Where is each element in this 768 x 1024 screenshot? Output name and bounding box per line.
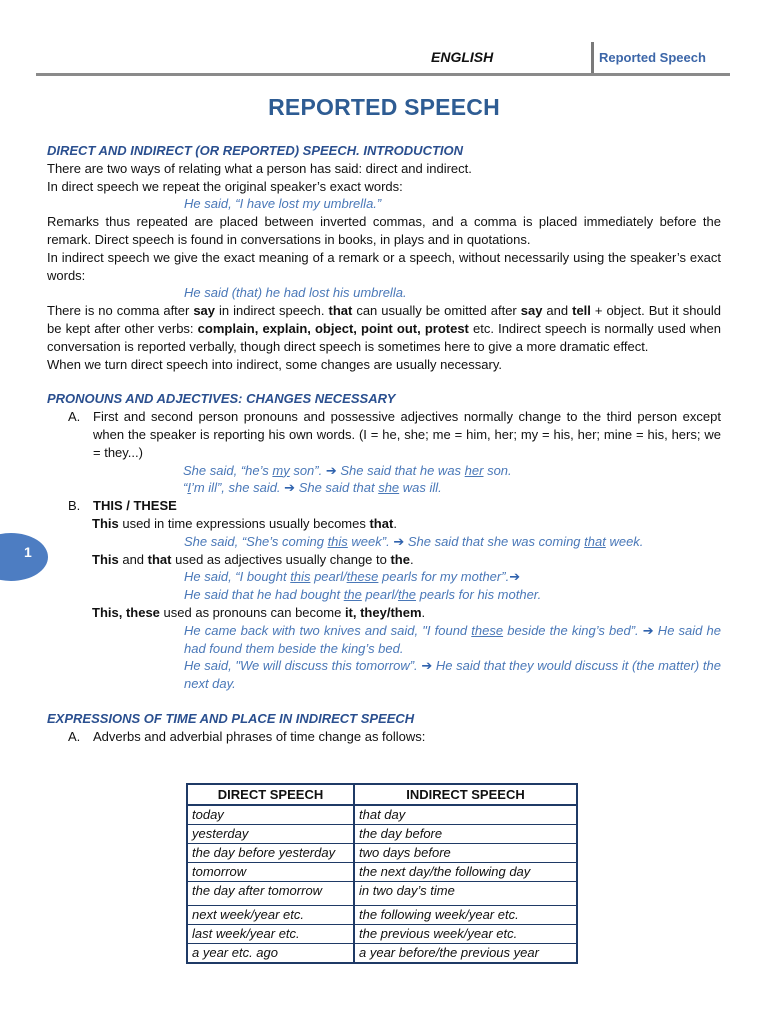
table-cell: next week/year etc. bbox=[187, 906, 354, 925]
section-heading-intro: DIRECT AND INDIRECT (OR REPORTED) SPEECH. INTRODUCTION bbox=[47, 143, 464, 158]
table-cell: two days before bbox=[354, 844, 577, 863]
rule-line: This used in time expressions usually becomes that. bbox=[92, 515, 397, 531]
example-line: She said, “She’s coming this week”. ➔ She said that she was coming that week. bbox=[184, 533, 644, 549]
table-cell: today bbox=[187, 805, 354, 825]
table-cell: that day bbox=[354, 805, 577, 825]
table-row bbox=[187, 944, 577, 964]
arrow-right-icon: ➔ bbox=[393, 533, 405, 549]
arrow-right-icon: ➔ bbox=[642, 622, 654, 638]
table-cell: the day before bbox=[354, 825, 577, 844]
table-row bbox=[187, 882, 577, 906]
table-row bbox=[187, 906, 577, 925]
header-rule bbox=[36, 73, 730, 76]
arrow-right-icon: ➔ bbox=[284, 480, 296, 496]
intro-paragraph-3: Remarks thus repeated are placed between inverted commas, and a comma is placed immediately before the remark. Direct speech is found in conversations in books, in plays and in quotations. bbox=[47, 214, 721, 247]
intro-paragraph-4: In indirect speech we give the exact meaning of a remark or a speech, without necessarily using the speaker’s exact words: bbox=[47, 249, 721, 283]
table-row bbox=[187, 925, 577, 944]
table-cell: tomorrow bbox=[187, 863, 354, 882]
table-row bbox=[187, 805, 577, 825]
list-item-a: A. Adverbs and adverbial phrases of time change as follows: bbox=[68, 728, 426, 744]
table-cell: the next day/the following day bbox=[354, 863, 577, 882]
rule-line: This, these used as pronouns can become it, they/them. bbox=[92, 604, 426, 620]
table-cell: the following week/year etc. bbox=[354, 906, 577, 925]
table-cell: a year etc. ago bbox=[187, 944, 354, 964]
arrow-right-icon: ➔ bbox=[509, 569, 521, 585]
page-title: REPORTED SPEECH bbox=[268, 94, 500, 120]
example-indirect: He said (that) he had lost his umbrella. bbox=[184, 285, 407, 301]
intro-paragraph-5: There is no comma after say in indirect speech. that can usually be omitted after say and tell + object. But it should be kept after other verbs: complain, explain, object, point out, protest etc. Indirect speech is normally used when conversation is reported verbally, though direct speech is sometimes here to give a more dramatic effect. bbox=[47, 303, 722, 354]
example-direct: He said, “I have lost my umbrella.” bbox=[184, 196, 382, 212]
example-line: He said that he had bought the pearl/the pearls for his mother. bbox=[184, 587, 542, 603]
list-item-a: A. First and second person pronouns and possessive adjectives normally change to the third person except when the speaker is reporting his own words. (I = he, she; me = him, her; my = his, her; mine = his, hers; we = they...) bbox=[68, 409, 721, 460]
table-cell: a year before/the previous year bbox=[354, 944, 577, 964]
example-line: “I’m ill”, she said. ➔ She said that she was ill. bbox=[183, 480, 442, 496]
arrow-right-icon: ➔ bbox=[421, 658, 433, 674]
header-subject: ENGLISH bbox=[431, 49, 494, 65]
column-header-indirect: INDIRECT SPEECH bbox=[354, 784, 577, 805]
table-cell: yesterday bbox=[187, 825, 354, 844]
intro-paragraph-2: In direct speech we repeat the original speaker’s exact words: bbox=[47, 178, 403, 194]
example-line: She said, “he’s my son”. ➔ She said that he was her son. bbox=[183, 462, 512, 478]
example-line: He came back with two knives and said, "I found these beside the king’s bed”. ➔ He said he had found them beside the king’s bed. bbox=[184, 622, 721, 656]
example-line: He said, "We will discuss this tomorrow”. ➔ He said that they would discuss it (the matter) the next day. bbox=[184, 658, 721, 692]
arrow-right-icon: ➔ bbox=[325, 462, 337, 478]
header-topic: Reported Speech bbox=[599, 50, 706, 65]
example-line: He said, “I bought this pearl/these pearls for my mother”.➔ bbox=[184, 569, 521, 585]
page-number: 1 bbox=[24, 544, 32, 560]
table-cell: in two day’s time bbox=[354, 882, 577, 906]
intro-paragraph-6: When we turn direct speech into indirect, some changes are usually necessary. bbox=[47, 356, 502, 372]
table-cell: last week/year etc. bbox=[187, 925, 354, 944]
document-body bbox=[47, 142, 721, 746]
section-heading-time-place: EXPRESSIONS OF TIME AND PLACE IN INDIRECT SPEECH bbox=[47, 710, 415, 726]
rule-line: This and that used as adjectives usually change to the. bbox=[92, 551, 414, 567]
table-cell: the previous week/year etc. bbox=[354, 925, 577, 944]
table-row bbox=[187, 825, 577, 844]
page-number-badge bbox=[0, 533, 48, 581]
list-item-b: B. THIS / THESE bbox=[68, 498, 177, 514]
intro-paragraph-1: There are two ways of relating what a person has said: direct and indirect. bbox=[47, 160, 472, 176]
column-header-direct: DIRECT SPEECH bbox=[187, 784, 354, 805]
table-row bbox=[187, 863, 577, 882]
table-row bbox=[187, 844, 577, 863]
header-divider bbox=[591, 42, 594, 76]
time-expressions-table bbox=[186, 783, 578, 964]
table-cell: the day after tomorrow bbox=[187, 882, 354, 906]
table-cell: the day before yesterday bbox=[187, 844, 354, 863]
table-header-row bbox=[187, 784, 577, 805]
section-heading-pronouns: PRONOUNS AND ADJECTIVES: CHANGES NECESSARY bbox=[47, 391, 396, 407]
